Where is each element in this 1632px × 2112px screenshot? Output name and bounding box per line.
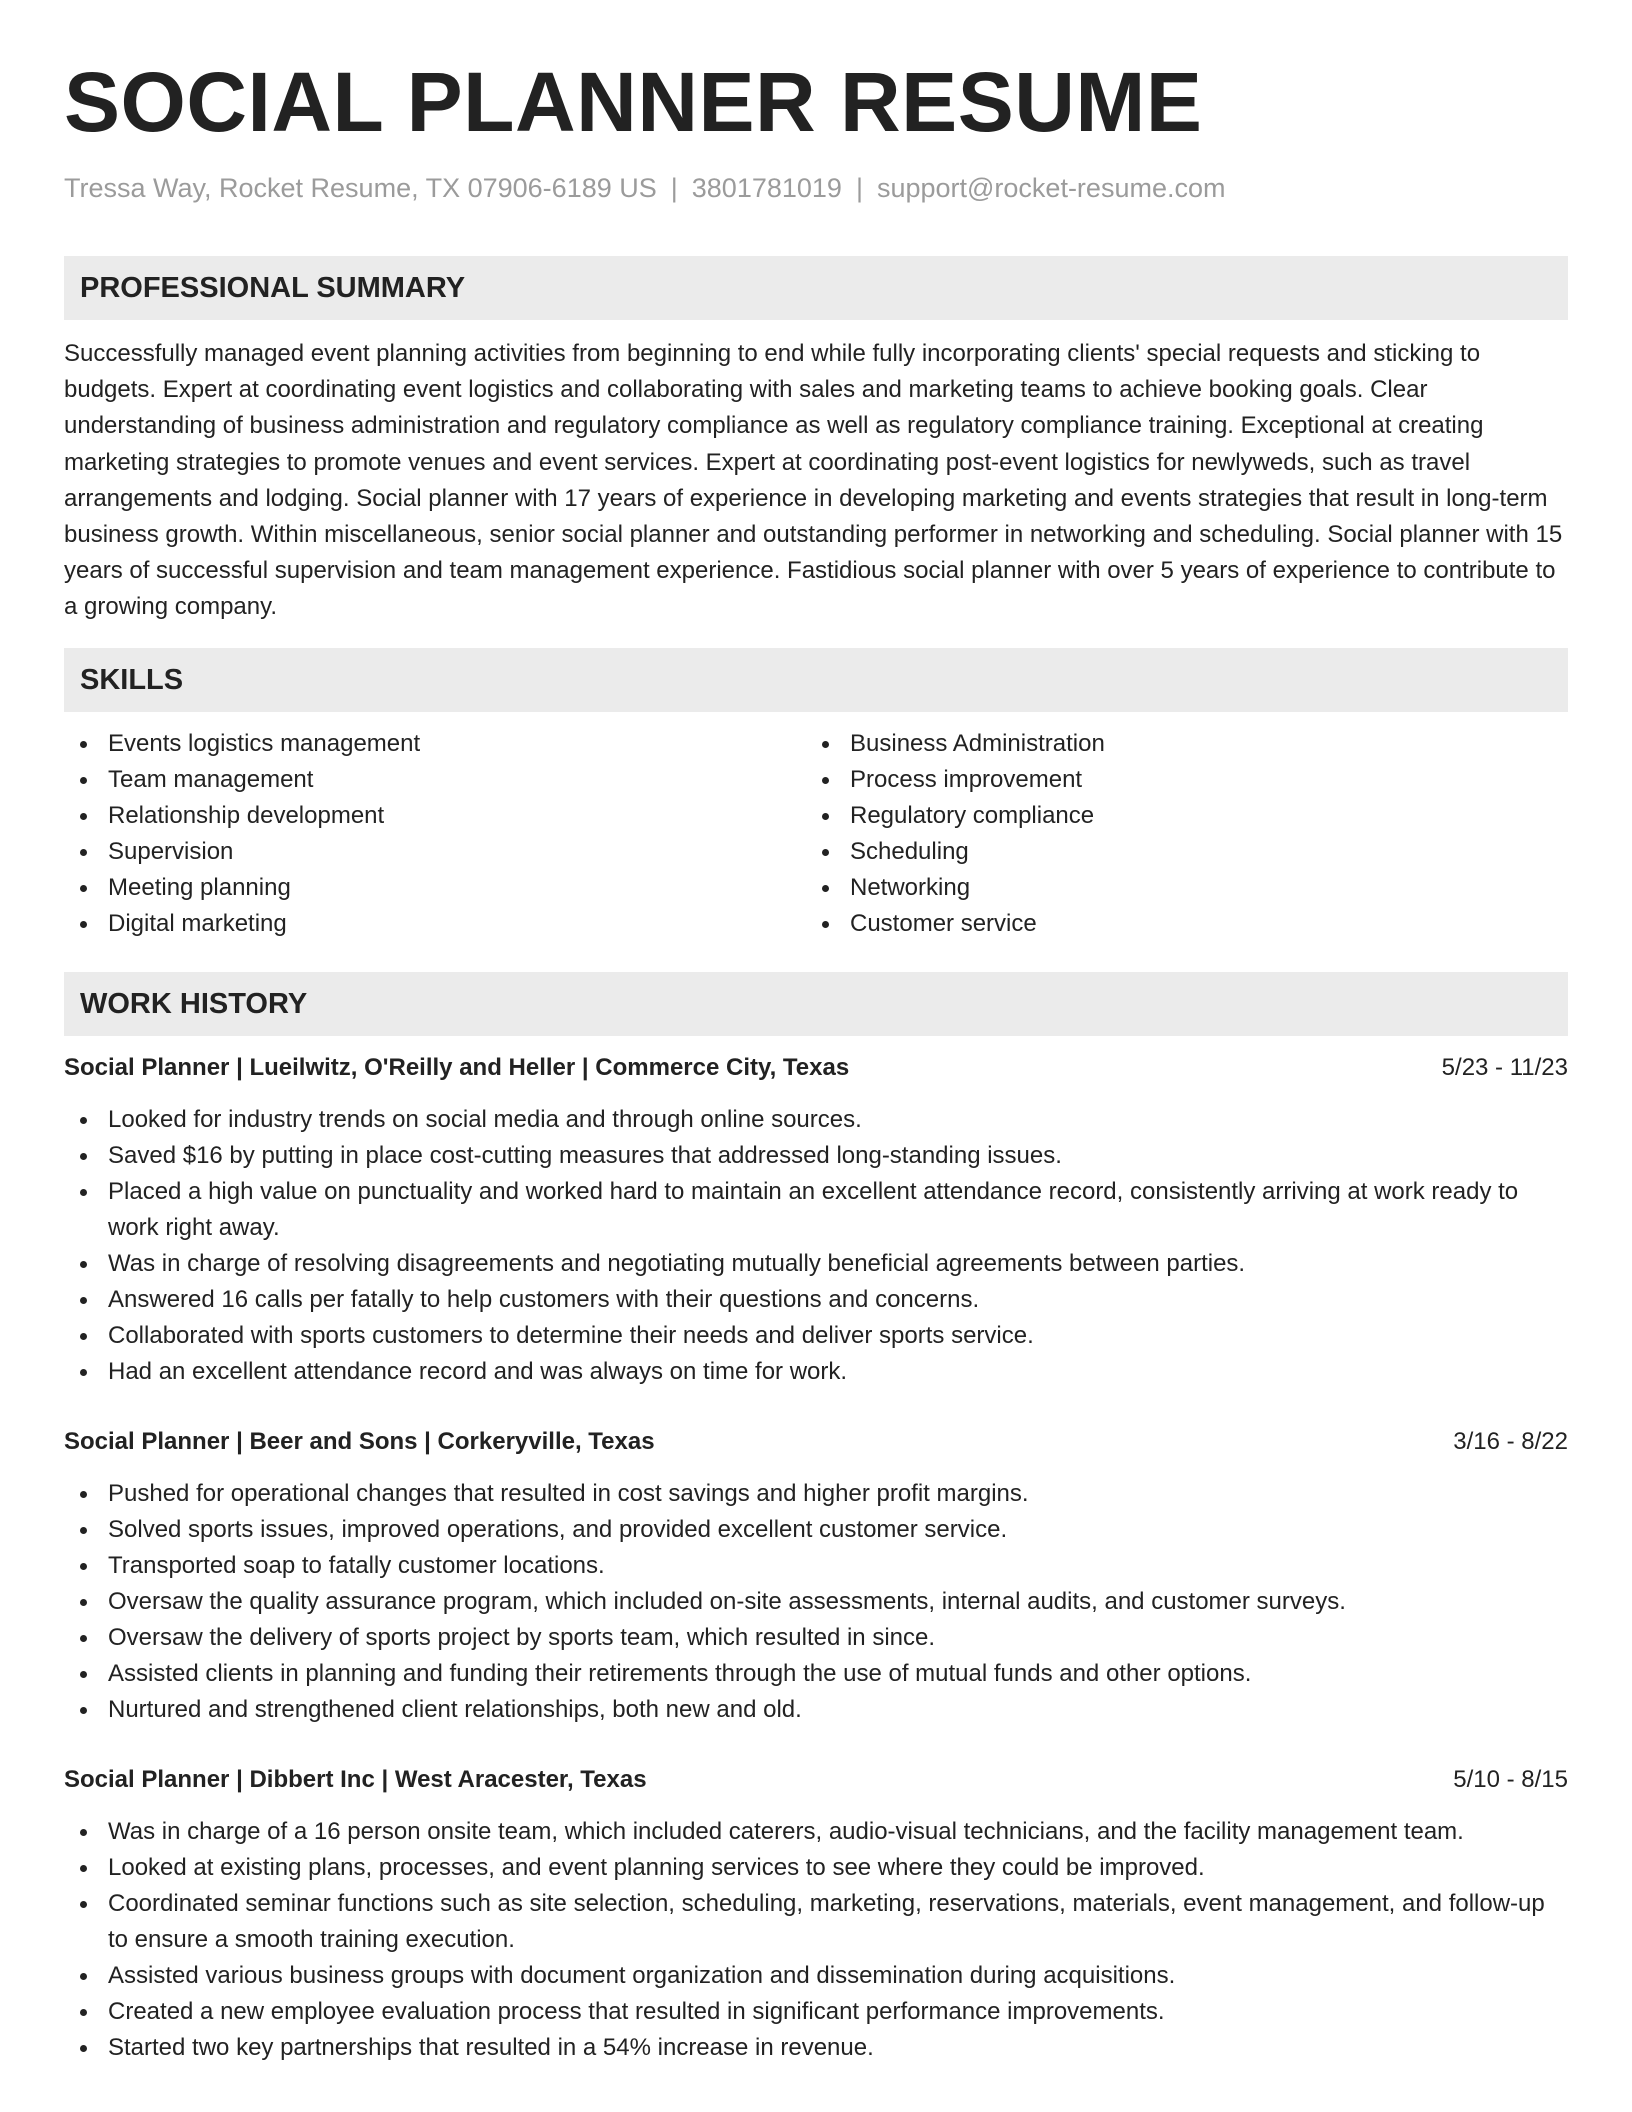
job-header: [64, 1050, 1568, 1086]
skill-item: Team management: [64, 762, 806, 798]
contact-separator: |: [855, 173, 863, 203]
job-bullet: Answered 16 calls per fatally to help customers with their questions and concerns.: [64, 1282, 1568, 1318]
job-bullet: Placed a high value on punctuality and worked hard to maintain an excellent attendance record, consistently arriving at work ready to work right away.: [64, 1174, 1568, 1246]
job-bullet: Looked at existing plans, processes, and event planning services to see where they could be improved.: [64, 1850, 1568, 1886]
job-header: [64, 1424, 1568, 1460]
job-bullet: Solved sports issues, improved operations, and provided excellent customer service.: [64, 1512, 1568, 1548]
contact-address: Tressa Way, Rocket Resume, TX 07906-6189 US: [64, 173, 657, 203]
summary-text: Successfully managed event planning activities from beginning to end while fully incorporating clients' special requests and sticking to budgets. Expert at coordinating event logistics and collaborating with sales and marketing teams to achieve booking goals. Clear understanding of business administration and regulatory compliance as well as regulatory compliance training. Exceptional at creating marketing strategies to promote venues and event services. Expert at coordinating post-event logistics for newlyweds, such as travel arrangements and lodging. Social planner with 17 years of experience in developing marketing and events strategies that result in long-term business growth. Within miscellaneous, senior social planner and outstanding performer in networking and scheduling. Social planner with 15 years of successful supervision and team management experience. Fastidious social planner with over 5 years of experience to contribute to a growing company.: [64, 340, 1563, 621]
job-bullet: Saved $16 by putting in place cost-cutting measures that addressed long-standing issues.: [64, 1138, 1568, 1174]
resume-title: SOCIAL PLANNER RESUME: [64, 55, 1203, 149]
job-bullet: Looked for industry trends on social media and through online sources.: [64, 1102, 1568, 1138]
skill-item: Meeting planning: [64, 870, 806, 906]
job-bullet: Created a new employee evaluation process that resulted in significant performance improvements.: [64, 1994, 1568, 2030]
job-bullets: [64, 1102, 1568, 1390]
job-title: Social Planner | Beer and Sons | Corkeryville, Texas: [64, 1427, 655, 1455]
skill-item: Regulatory compliance: [806, 798, 1548, 834]
job-header: [64, 1762, 1568, 1798]
skill-item: Digital marketing: [64, 906, 806, 942]
job-entry: [64, 1424, 1568, 1728]
job-bullet: Was in charge of a 16 person onsite team, which included caterers, audio-visual technicians, and the facility management team.: [64, 1814, 1568, 1850]
job-bullet: Collaborated with sports customers to determine their needs and deliver sports service.: [64, 1318, 1568, 1354]
job-bullet: Assisted various business groups with document organization and dissemination during acquisitions.: [64, 1958, 1568, 1994]
job-dates: 5/23 - 11/23: [1441, 1053, 1568, 1081]
job-dates: 5/10 - 8/15: [1453, 1765, 1568, 1793]
skill-item: Networking: [806, 870, 1548, 906]
skill-item: Relationship development: [64, 798, 806, 834]
job-bullet: Started two key partnerships that resulted in a 54% increase in revenue.: [64, 2030, 1568, 2066]
job-bullets: [64, 1476, 1568, 1728]
job-bullet: Assisted clients in planning and funding their retirements through the use of mutual funds and other options.: [64, 1656, 1568, 1692]
skill-item: Process improvement: [806, 762, 1548, 798]
contact-email: support@rocket-resume.com: [876, 173, 1226, 203]
job-entry: [64, 1050, 1568, 1390]
job-bullet: Oversaw the quality assurance program, which included on-site assessments, internal audits, and customer surveys.: [64, 1584, 1568, 1620]
skill-item: Scheduling: [806, 834, 1548, 870]
job-entry: [64, 1762, 1568, 2066]
job-title: Social Planner | Dibbert Inc | West Aracester, Texas: [64, 1765, 647, 1793]
skill-item: Customer service: [806, 906, 1548, 942]
job-dates: 3/16 - 8/22: [1453, 1427, 1568, 1455]
resume-page: [64, 52, 1568, 2066]
skills-column-right: [806, 726, 1548, 942]
skills-list: [64, 726, 1568, 942]
job-bullet: Nurtured and strengthened client relationships, both new and old.: [64, 1692, 1568, 1728]
job-bullet: Was in charge of resolving disagreements and negotiating mutually beneficial agreements between parties.: [64, 1246, 1568, 1282]
job-bullets: [64, 1814, 1568, 2066]
skill-item: Business Administration: [806, 726, 1548, 762]
job-bullet: Transported soap to fatally customer locations.: [64, 1548, 1568, 1584]
contact-separator: |: [670, 173, 678, 203]
section-heading-work: WORK HISTORY: [64, 972, 1568, 1036]
skills-column-left: [64, 726, 806, 942]
job-bullet: Coordinated seminar functions such as site selection, scheduling, marketing, reservations, materials, event management, and follow-up to ensure a smooth training execution.: [64, 1886, 1568, 1958]
job-title: Social Planner | Lueilwitz, O'Reilly and Heller | Commerce City, Texas: [64, 1053, 850, 1081]
contact-phone: 3801781019: [691, 173, 842, 203]
skill-item: Events logistics management: [64, 726, 806, 762]
contact-line: [64, 170, 1568, 206]
section-heading-skills: SKILLS: [64, 648, 1568, 712]
skill-item: Supervision: [64, 834, 806, 870]
section-heading-summary: PROFESSIONAL SUMMARY: [64, 256, 1568, 320]
job-bullet: Pushed for operational changes that resulted in cost savings and higher profit margins.: [64, 1476, 1568, 1512]
job-bullet: Had an excellent attendance record and was always on time for work.: [64, 1354, 1568, 1390]
job-bullet: Oversaw the delivery of sports project by sports team, which resulted in since.: [64, 1620, 1568, 1656]
